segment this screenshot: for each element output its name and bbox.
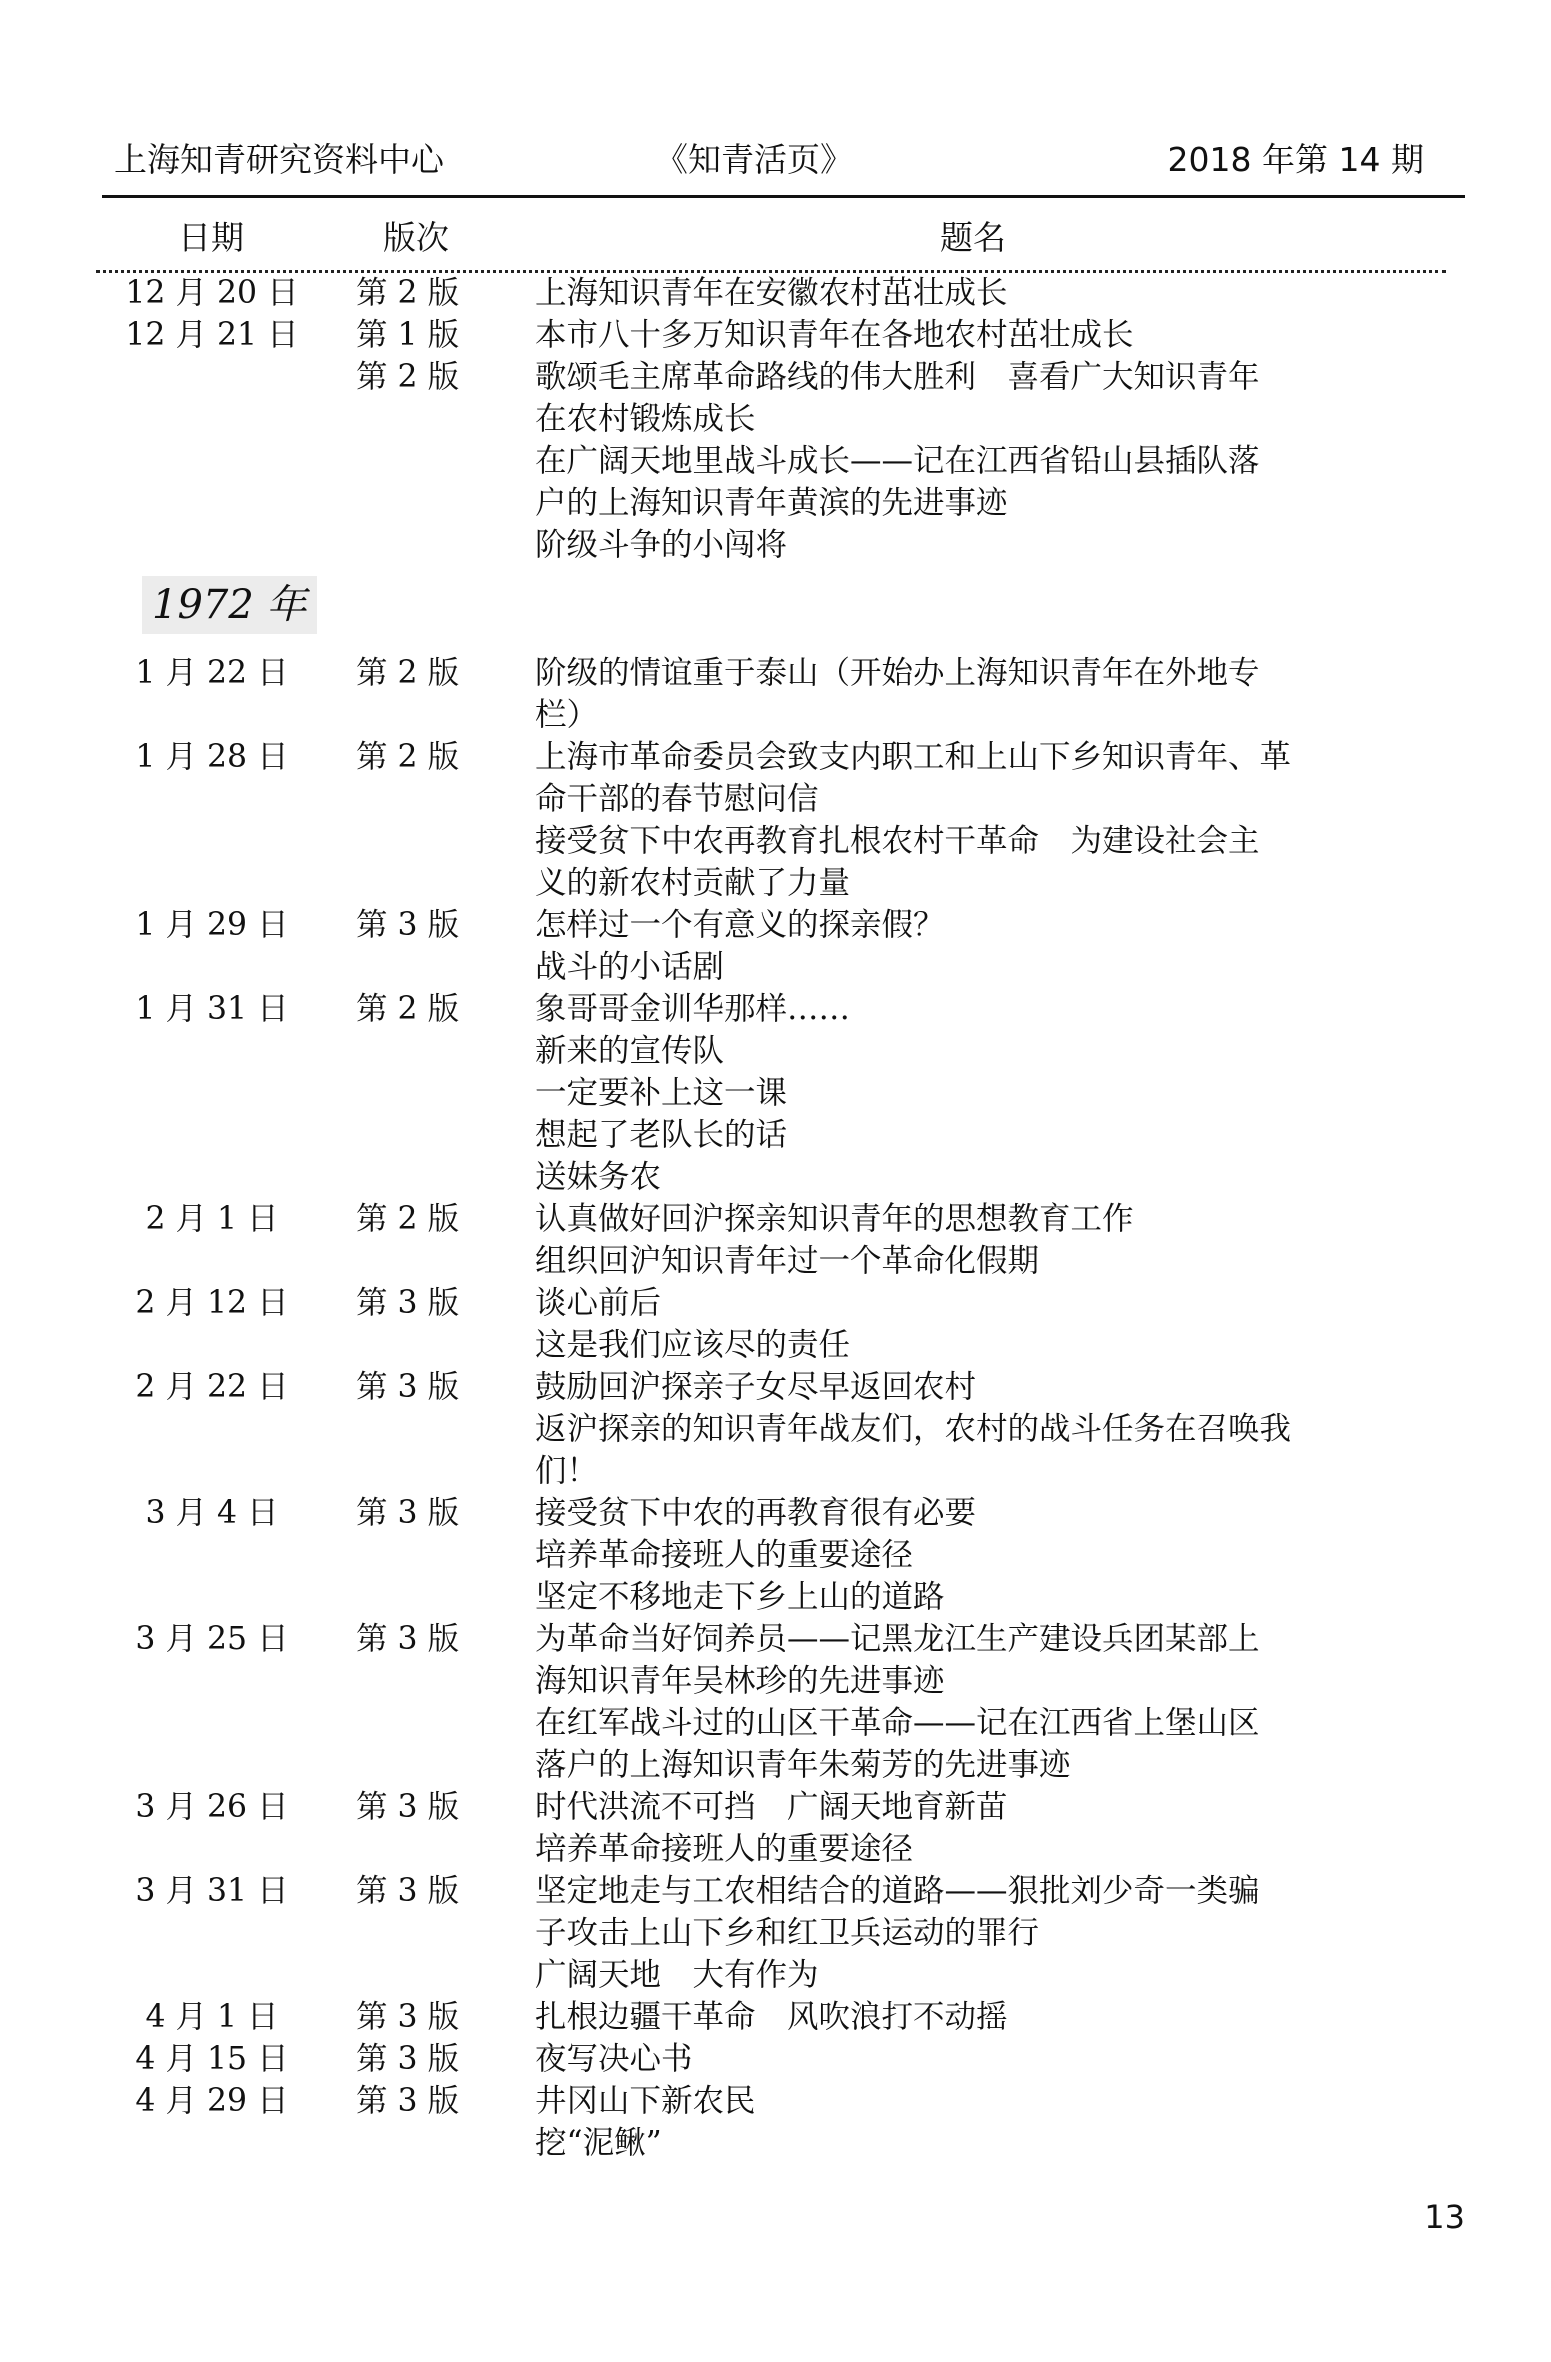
entry-title: 户的上海知识青年黄滨的先进事迹 — [535, 485, 1008, 521]
entry-title: 这是我们应该尽的责任 — [535, 1327, 851, 1363]
table-row — [0, 1576, 1551, 1618]
entry-date: 1 月 29 日 — [135, 907, 289, 943]
table-row — [0, 1912, 1551, 1954]
issue-number: 2018 年第 14 期 — [1167, 140, 1424, 179]
entry-title: 坚定不移地走下乡上山的道路 — [535, 1579, 945, 1615]
entry-title: 夜写决心书 — [535, 2041, 693, 2077]
entry-title: 落户的上海知识青年朱菊芳的先进事迹 — [535, 1747, 1071, 1783]
table-row — [0, 272, 1551, 314]
publication-title: 《知青活页》 — [655, 140, 853, 179]
table-row — [0, 482, 1551, 524]
entry-title: 新来的宣传队 — [535, 1033, 725, 1069]
table-row — [0, 440, 1551, 482]
entry-title: 返沪探亲的知识青年战友们，农村的战斗任务在召唤我 — [535, 1411, 1292, 1447]
entry-title: 在农村锻炼成长 — [535, 401, 756, 437]
publisher-name: 上海知青研究资料中心 — [114, 140, 444, 179]
entry-date: 4 月 15 日 — [135, 2041, 289, 2077]
entry-title: 接受贫下中农再教育扎根农村干革命 为建设社会主 — [535, 823, 1260, 859]
entry-date: 3 月 25 日 — [135, 1621, 289, 1657]
entry-title: 上海知识青年在安徽农村茁壮成长 — [535, 275, 1008, 311]
table-row — [0, 1450, 1551, 1492]
table-row — [0, 1828, 1551, 1870]
entry-title: 本市八十多万知识青年在各地农村茁壮成长 — [535, 317, 1134, 353]
table-row — [0, 398, 1551, 440]
entry-title: 怎样过一个有意义的探亲假？ — [535, 907, 945, 943]
table-row — [0, 694, 1551, 736]
entry-edition: 第 2 版 — [356, 275, 460, 311]
table-row — [0, 314, 1551, 356]
entry-title: 阶级的情谊重于泰山（开始办上海知识青年在外地专 — [535, 655, 1260, 691]
entry-edition: 第 3 版 — [356, 2083, 460, 2119]
table-row — [0, 862, 1551, 904]
table-row — [0, 1534, 1551, 1576]
entry-title: 命干部的春节慰问信 — [535, 781, 819, 817]
entry-title: 培养革命接班人的重要途径 — [535, 1831, 914, 1867]
entry-title: 井冈山下新农民 — [535, 2083, 756, 2119]
entry-date: 12 月 21 日 — [125, 317, 299, 353]
entry-date: 2 月 1 日 — [145, 1201, 279, 1237]
entry-title: 阶级斗争的小闯将 — [535, 527, 788, 563]
column-header-date: 日期 — [178, 218, 244, 257]
entry-title: 送妹务农 — [535, 1159, 662, 1195]
page-header — [114, 134, 1424, 190]
entry-title: 海知识青年吴林珍的先进事迹 — [535, 1663, 945, 1699]
table-row — [0, 946, 1551, 988]
entry-title: 培养革命接班人的重要途径 — [535, 1537, 914, 1573]
entry-edition: 第 3 版 — [356, 907, 460, 943]
table-row — [0, 1702, 1551, 1744]
table-row — [0, 1408, 1551, 1450]
table-row — [0, 652, 1551, 694]
table-row — [0, 1366, 1551, 1408]
table-row — [0, 778, 1551, 820]
entry-title: 义的新农村贡献了力量 — [535, 865, 851, 901]
entry-date: 4 月 1 日 — [145, 1999, 279, 2035]
table-row — [0, 2080, 1551, 2122]
entry-edition: 第 3 版 — [356, 1873, 460, 1909]
entry-date: 2 月 22 日 — [135, 1369, 289, 1405]
entry-date: 1 月 28 日 — [135, 739, 289, 775]
table-row — [0, 1282, 1551, 1324]
entry-edition: 第 3 版 — [356, 1621, 460, 1657]
table-row — [0, 988, 1551, 1030]
entry-title: 子攻击上山下乡和红卫兵运动的罪行 — [535, 1915, 1040, 1951]
entry-title: 谈心前后 — [535, 1285, 662, 1321]
table-row — [0, 1324, 1551, 1366]
table-row — [0, 1954, 1551, 1996]
entry-edition: 第 2 版 — [356, 739, 460, 775]
entry-title: 挖“泥鳅” — [535, 2125, 662, 2161]
entry-edition: 第 3 版 — [356, 1789, 460, 1825]
entry-edition: 第 3 版 — [356, 1285, 460, 1321]
entry-title: 接受贫下中农的再教育很有必要 — [535, 1495, 977, 1531]
table-row — [0, 356, 1551, 398]
entry-title: 为革命当好饲养员——记黑龙江生产建设兵团某部上 — [535, 1621, 1260, 1657]
entry-title: 时代洪流不可挡 广阔天地育新苗 — [535, 1789, 1008, 1825]
table-row — [0, 1618, 1551, 1660]
table-row — [0, 904, 1551, 946]
entry-edition: 第 3 版 — [356, 1369, 460, 1405]
column-header-title: 题名 — [940, 218, 1006, 257]
index-table — [0, 272, 1551, 2164]
entry-title: 在广阔天地里战斗成长——记在江西省铅山县插队落 — [535, 443, 1260, 479]
table-row — [0, 1786, 1551, 1828]
entry-edition: 第 2 版 — [356, 359, 460, 395]
table-row — [0, 1072, 1551, 1114]
table-row — [0, 1198, 1551, 1240]
table-row — [0, 1030, 1551, 1072]
table-row — [0, 1114, 1551, 1156]
header-rule — [102, 195, 1465, 198]
page-number: 13 — [1424, 2198, 1465, 2236]
table-row — [0, 1660, 1551, 1702]
entry-date: 12 月 20 日 — [125, 275, 299, 311]
table-row — [0, 820, 1551, 862]
table-row — [0, 1996, 1551, 2038]
entry-date: 1 月 22 日 — [135, 655, 289, 691]
table-row — [0, 1744, 1551, 1786]
entry-edition: 第 3 版 — [356, 1495, 460, 1531]
entry-date: 4 月 29 日 — [135, 2083, 289, 2119]
entry-title: 歌颂毛主席革命路线的伟大胜利 喜看广大知识青年 — [535, 359, 1260, 395]
entry-title: 想起了老队长的话 — [535, 1117, 788, 1153]
entry-date: 1 月 31 日 — [135, 991, 289, 1027]
entry-title: 战斗的小话剧 — [535, 949, 725, 985]
entry-edition: 第 3 版 — [356, 1999, 460, 2035]
entry-title: 一定要补上这一课 — [535, 1075, 788, 1111]
table-row — [0, 2122, 1551, 2164]
entry-title: 们！ — [535, 1453, 599, 1489]
table-row — [0, 2038, 1551, 2080]
entry-title: 扎根边疆干革命 风吹浪打不动摇 — [535, 1999, 1008, 2035]
table-row — [0, 736, 1551, 778]
entry-title: 组织回沪知识青年过一个革命化假期 — [535, 1243, 1040, 1279]
year-heading — [0, 566, 1551, 652]
table-row — [0, 1156, 1551, 1198]
table-row — [0, 1240, 1551, 1282]
column-header-edition: 版次 — [383, 218, 449, 257]
entry-title: 坚定地走与工农相结合的道路——狠批刘少奇一类骗 — [535, 1873, 1260, 1909]
entry-edition: 第 2 版 — [356, 655, 460, 691]
table-row — [0, 524, 1551, 566]
entry-title: 在红军战斗过的山区干革命——记在江西省上堡山区 — [535, 1705, 1260, 1741]
entry-title: 广阔天地 大有作为 — [535, 1957, 819, 1993]
entry-edition: 第 3 版 — [356, 2041, 460, 2077]
entry-date: 2 月 12 日 — [135, 1285, 289, 1321]
entry-title: 认真做好回沪探亲知识青年的思想教育工作 — [535, 1201, 1134, 1237]
entry-title: 上海市革命委员会致支内职工和上山下乡知识青年、革 — [535, 739, 1292, 775]
entry-title: 栏） — [535, 697, 599, 733]
entry-title: 鼓励回沪探亲子女尽早返回农村 — [535, 1369, 977, 1405]
entry-edition: 第 2 版 — [356, 991, 460, 1027]
entry-edition: 第 1 版 — [356, 317, 460, 353]
table-row — [0, 1492, 1551, 1534]
entry-date: 3 月 4 日 — [145, 1495, 279, 1531]
table-row — [0, 1870, 1551, 1912]
entry-date: 3 月 31 日 — [135, 1873, 289, 1909]
entry-edition: 第 2 版 — [356, 1201, 460, 1237]
entry-title: 象哥哥金训华那样…… — [535, 991, 851, 1027]
entry-date: 3 月 26 日 — [135, 1789, 289, 1825]
year-label: 1972 年 — [142, 576, 317, 634]
